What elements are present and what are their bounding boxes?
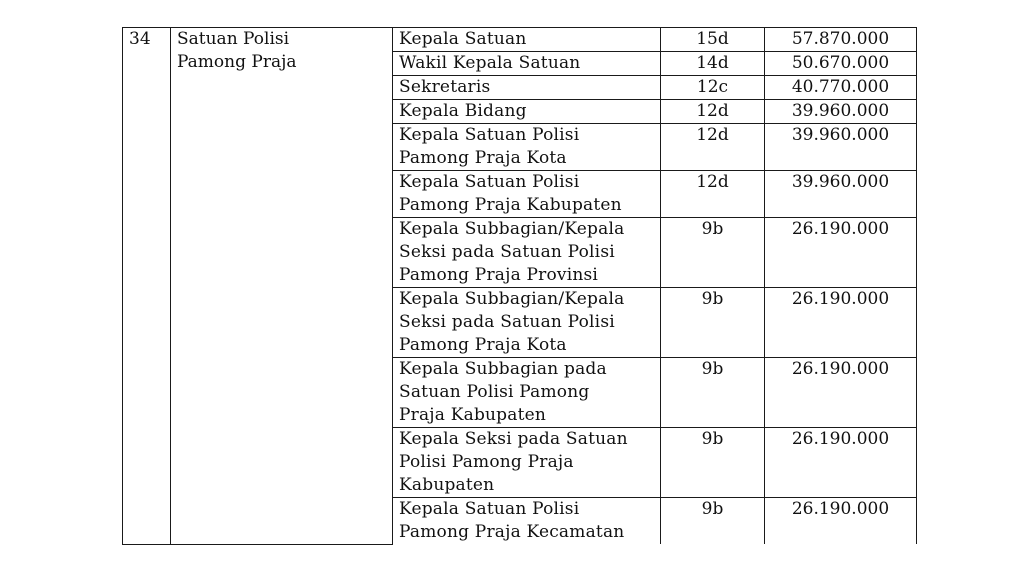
amount-cell: 39.960.000 — [765, 100, 917, 124]
position-title-cell: Kepala Bidang — [393, 100, 661, 124]
grade-cell: 14d — [661, 52, 765, 76]
amount-cell: 26.190.000 — [765, 428, 917, 498]
position-title-cell: Wakil Kepala Satuan — [393, 52, 661, 76]
table-body — [123, 28, 917, 545]
position-title-cell: Kepala Subbagian pada Satuan Polisi Pamong Praja Kabupaten — [393, 358, 661, 428]
grade-cell: 9b — [661, 428, 765, 498]
grade-cell: 9b — [661, 288, 765, 358]
amount-cell: 39.960.000 — [765, 124, 917, 171]
position-allowance-table — [122, 27, 917, 545]
grade-cell: 12d — [661, 171, 765, 218]
unit-name-cell: Satuan Polisi Pamong Praja — [171, 28, 393, 545]
grade-cell: 9b — [661, 218, 765, 288]
position-title-cell: Kepala Satuan Polisi Pamong Praja Kecamatan — [393, 498, 661, 545]
row-number-cell: 34 — [123, 28, 171, 545]
amount-cell: 39.960.000 — [765, 171, 917, 218]
position-title-cell: Kepala Subbagian/Kepala Seksi pada Satuan Polisi Pamong Praja Provinsi — [393, 218, 661, 288]
amount-cell: 26.190.000 — [765, 218, 917, 288]
amount-cell: 40.770.000 — [765, 76, 917, 100]
amount-cell: 26.190.000 — [765, 498, 917, 545]
position-title-cell: Kepala Satuan — [393, 28, 661, 52]
grade-cell: 9b — [661, 358, 765, 428]
grade-cell: 12d — [661, 124, 765, 171]
position-title-cell: Kepala Satuan Polisi Pamong Praja Kabupaten — [393, 171, 661, 218]
amount-cell: 50.670.000 — [765, 52, 917, 76]
position-title-cell: Kepala Satuan Polisi Pamong Praja Kota — [393, 124, 661, 171]
amount-cell: 26.190.000 — [765, 358, 917, 428]
position-title-cell: Kepala Subbagian/Kepala Seksi pada Satuan Polisi Pamong Praja Kota — [393, 288, 661, 358]
amount-cell: 26.190.000 — [765, 288, 917, 358]
grade-cell: 9b — [661, 498, 765, 545]
grade-cell: 15d — [661, 28, 765, 52]
grade-cell: 12c — [661, 76, 765, 100]
position-title-cell: Sekretaris — [393, 76, 661, 100]
table-row — [123, 28, 917, 52]
amount-cell: 57.870.000 — [765, 28, 917, 52]
position-title-cell: Kepala Seksi pada Satuan Polisi Pamong Praja Kabupaten — [393, 428, 661, 498]
grade-cell: 12d — [661, 100, 765, 124]
